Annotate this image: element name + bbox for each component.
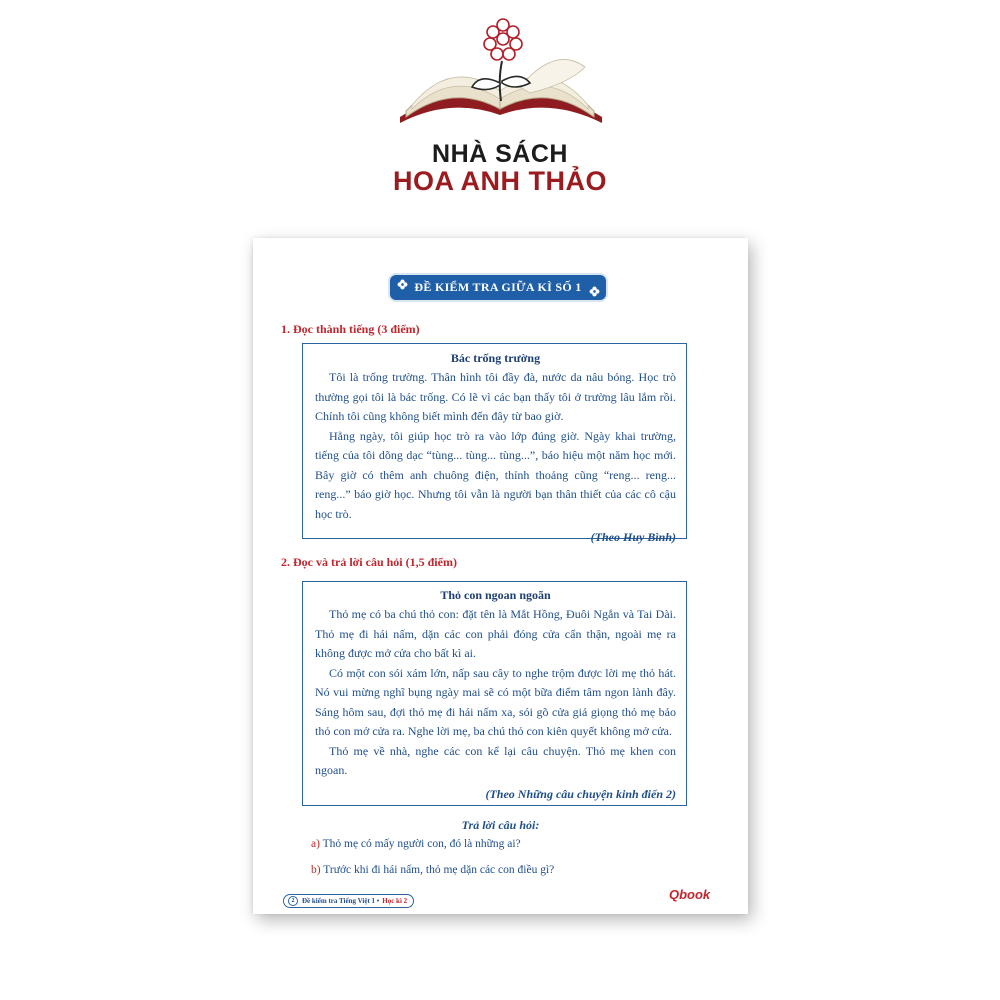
passage-paragraph: Có một con sói xám lớn, nấp sau cây to nghe trộm được lời mẹ thỏ hát. Nó vui mừng nghĩ bụng ngày mai sẽ có một bữa điểm tâm ngon lành đây. Sáng hôm sau, đợi thỏ mẹ đi hái nấm xa, sói gõ cửa giả giọng thỏ mẹ bảo thỏ con mở cửa ra. Nghe lời mẹ, ba chú thỏ con kiên quyết không mở cửa.: [315, 665, 676, 738]
passage-box-1: [302, 343, 687, 544]
footer-book-label: [283, 894, 414, 908]
flower-icon: [589, 286, 600, 297]
bookstore-logo: [380, 5, 620, 135]
question-a: [311, 838, 521, 850]
passage-paragraph: Thỏ mẹ có ba chú thỏ con: đặt tên là Mắt Hồng, Đuôi Ngắn và Tai Dài. Thỏ mẹ đi hái nấm, dặn các con phải đóng cửa cẩn thận, ngoài mẹ ra không được mở cửa cho bất kì ai.: [315, 607, 676, 660]
exam-page: [253, 238, 748, 914]
passage-title: Bác trống trường: [450, 351, 541, 365]
questions-heading: Trả lời câu hỏi:: [461, 818, 540, 832]
exam-title-banner: [390, 275, 606, 300]
brand-name-line2: HOA ANH THẢO: [393, 166, 607, 196]
exam-title: ĐỀ KIỂM TRA GIỮA KÌ SỐ 1: [414, 280, 582, 294]
publisher-logo: Qbook: [669, 887, 711, 902]
passage-paragraph: Hằng ngày, tôi giúp học trò ra vào lớp đúng giờ. Ngày khai trường, tiếng của tôi dõng dạc “tùng... tùng... tùng...”, báo hiệu một năm học mới. Bây giờ có thêm anh chuông điện, thỉnh thoảng cũng “reng... reng... reng...” báo giờ học. Nhưng tôi vẫn là người bạn thân thiết của các cô cậu học trò.: [315, 428, 676, 521]
passage-source: (Theo Những câu chuyện kinh điển 2): [485, 786, 676, 801]
passage-title: Thỏ con ngoan ngoãn: [440, 588, 551, 602]
question-b: [311, 864, 554, 876]
brand-name-line1: NHÀ SÁCH: [432, 140, 568, 168]
passage-source: (Theo Huy Bình): [590, 530, 676, 544]
section1-heading: 1. Đọc thành tiếng (3 điểm): [281, 322, 420, 336]
question-letter: a): [311, 838, 320, 850]
passage-paragraph: Thỏ mẹ về nhà, nghe các con kể lại câu chuyện. Thỏ mẹ khen con ngoan.: [315, 743, 676, 777]
passage-paragraph: Tôi là trống trường. Thân hình tôi đầy đà, nước da nâu bóng. Học trò thường gọi tôi là bác trống. Có lẽ vì các bạn thấy tôi ở trường lâu lắm rồi. Chính tôi cũng không biết mình đến đây từ bao giờ.: [315, 370, 676, 423]
flower-icon: [397, 279, 408, 290]
question-letter: b): [311, 864, 321, 876]
passage-box-2: [302, 581, 687, 806]
footer-semester: Học kì 2: [382, 897, 408, 905]
page-number: 2: [288, 896, 298, 906]
question-text: Thỏ mẹ có mấy người con, đó là những ai?: [322, 838, 521, 850]
footer-book-title: Đề kiểm tra Tiếng Việt 1 •: [302, 897, 380, 905]
section2-heading: 2. Đọc và trả lời câu hỏi (1,5 điểm): [281, 555, 457, 569]
question-text: Trước khi đi hái nấm, thỏ mẹ dặn các con điều gì?: [323, 864, 555, 876]
